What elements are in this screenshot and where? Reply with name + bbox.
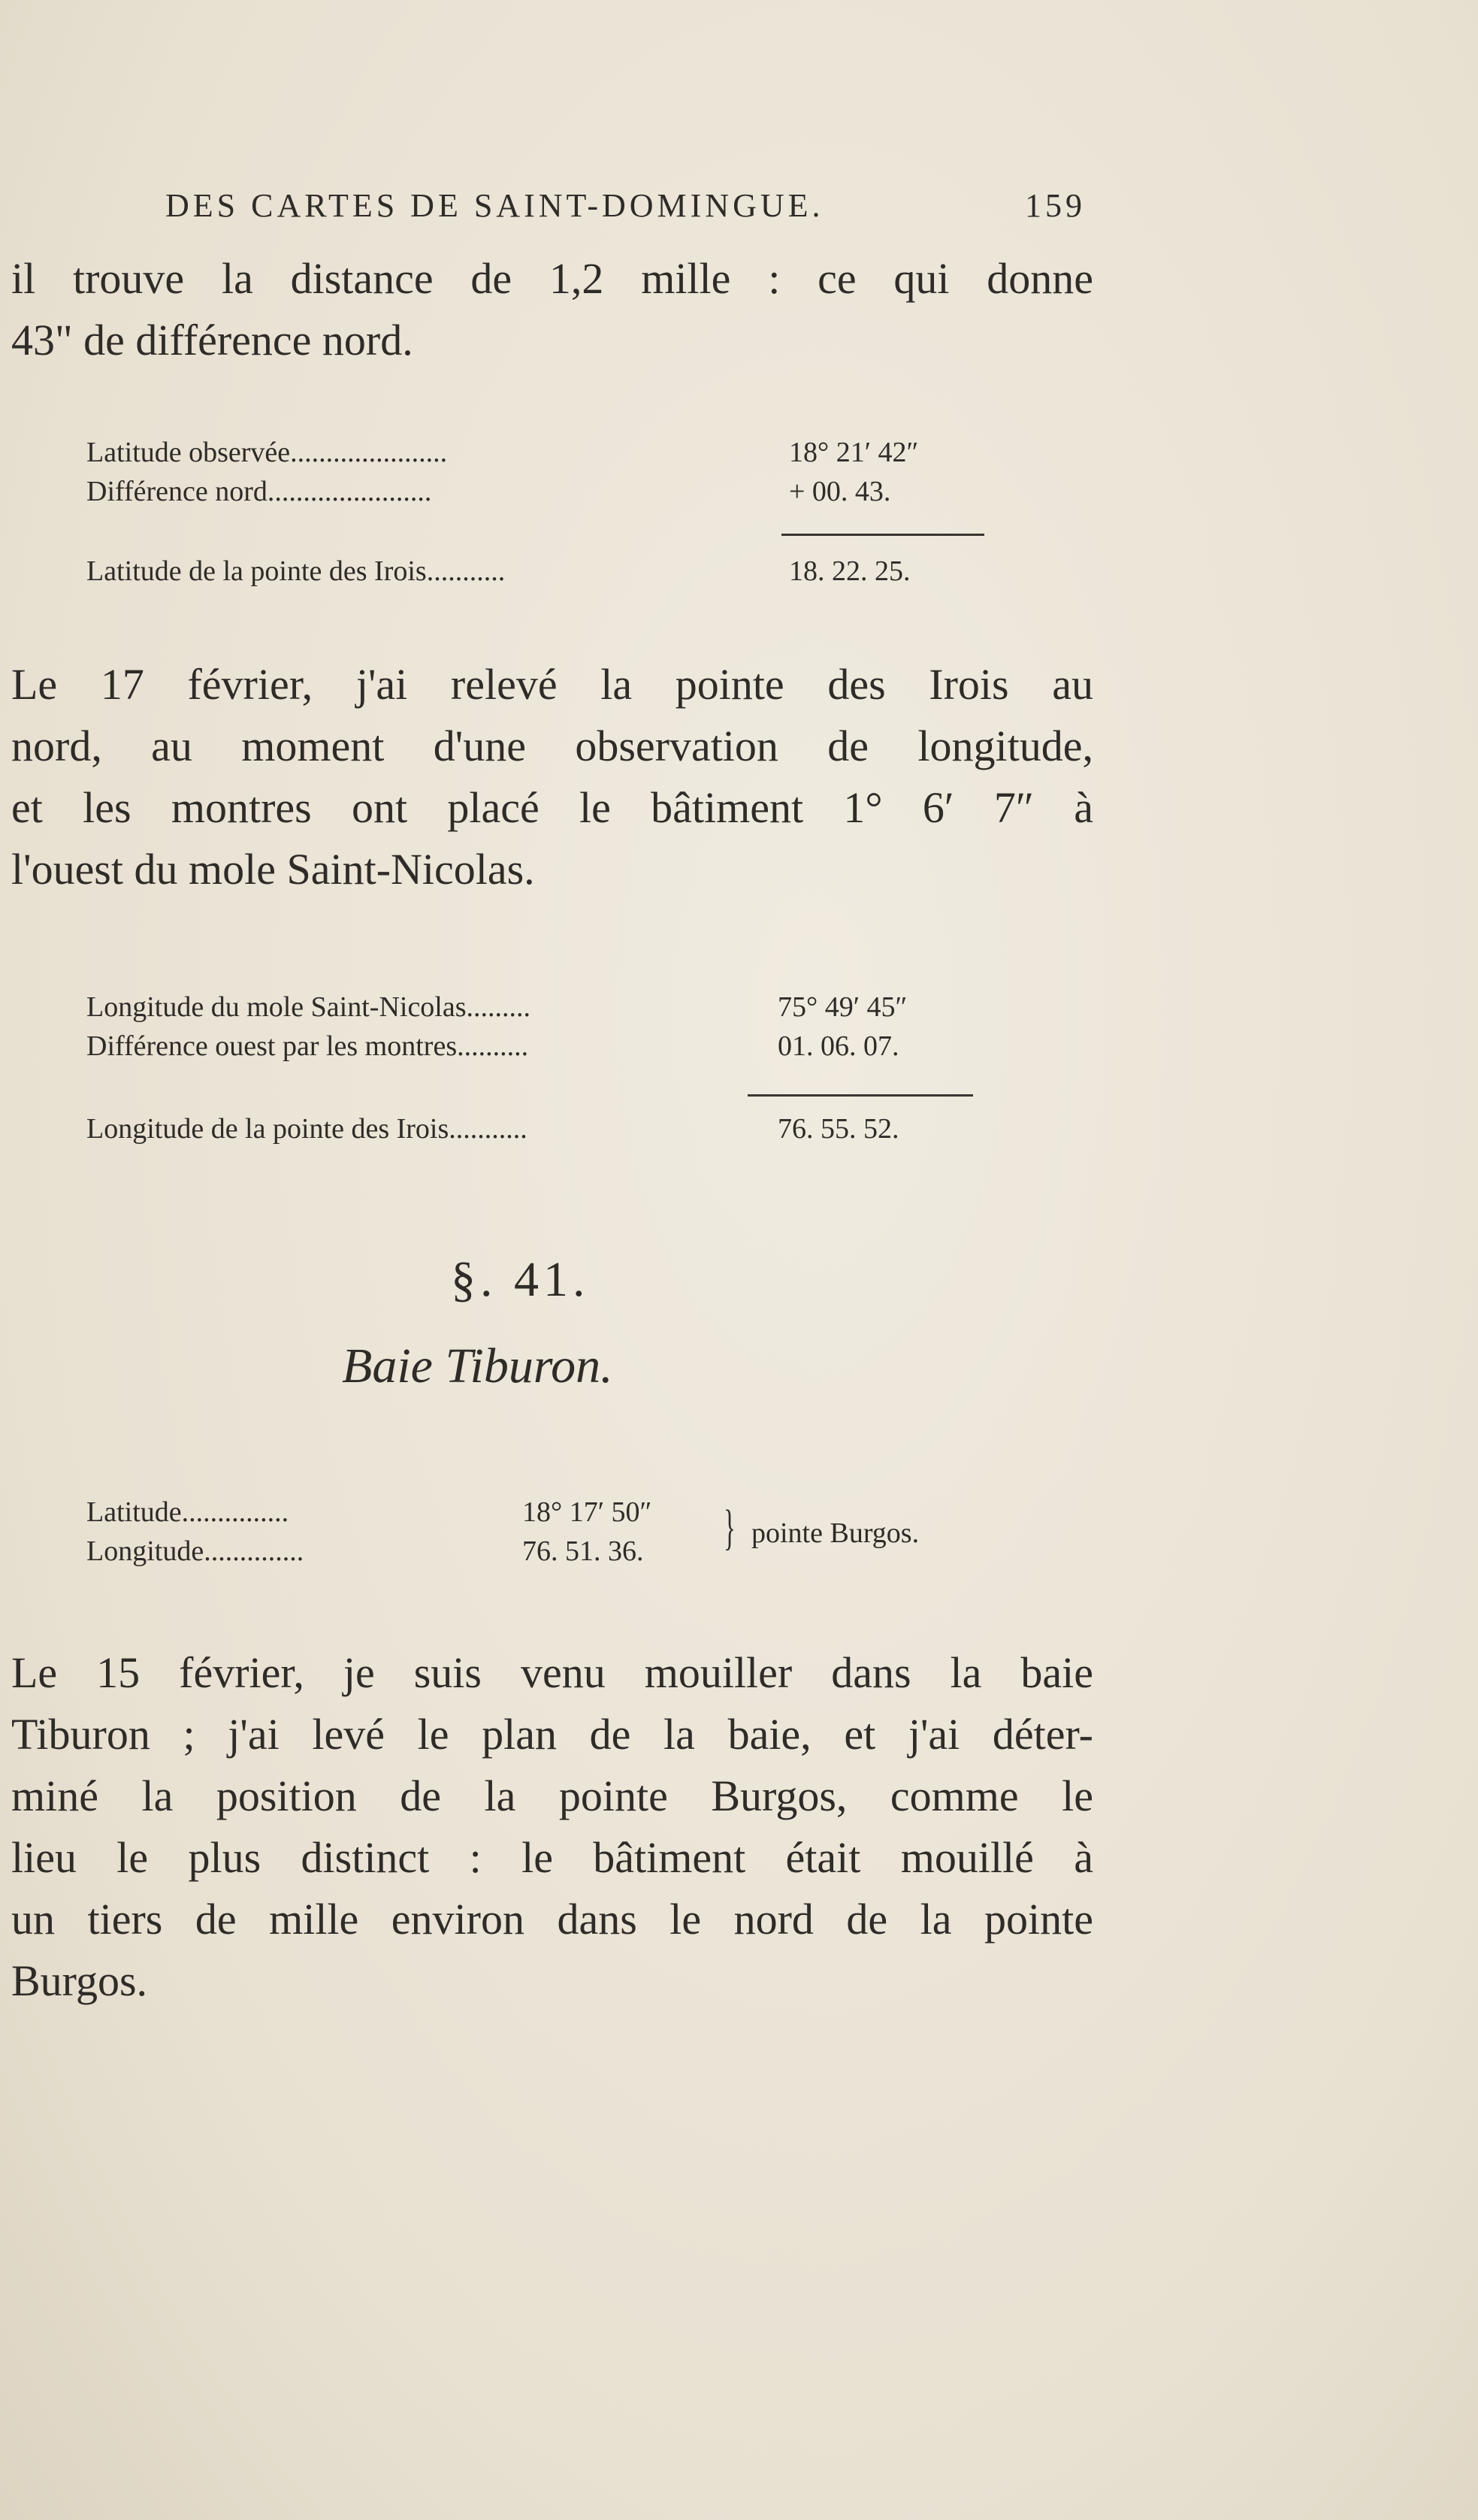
table-row	[86, 1030, 981, 1067]
text-line: 43" de différence nord.	[11, 316, 413, 365]
row-label: Longitude du mole Saint-Nicolas.........	[86, 991, 531, 1023]
text-line: Burgos.	[11, 1956, 148, 2005]
running-title: DES CARTES DE SAINT-DOMINGUE.	[165, 187, 824, 224]
table-row	[86, 436, 981, 473]
table-row	[86, 475, 981, 513]
row-value: 18° 21′ 42″	[789, 437, 919, 468]
text-line: Tiburon ; j'ai levé le plan de la baie, et j'ai déter-	[11, 1710, 1093, 1759]
row-value: 18. 22. 25.	[789, 555, 911, 587]
sum-rule	[781, 534, 984, 536]
text-line: un tiers de mille environ dans le nord de la pointe	[11, 1895, 1093, 1944]
paragraph-distance	[11, 248, 1093, 371]
section-number: §. 41.	[451, 1252, 590, 1307]
paragraph-observation	[11, 654, 1093, 900]
text-line: miné la position de la pointe Burgos, comme le	[11, 1771, 1093, 1820]
table-row	[86, 555, 981, 592]
row-label: Latitude observée......................	[86, 437, 448, 468]
text-line: et les montres ont placé le bâtiment 1° 6′ 7″ à	[11, 783, 1093, 832]
table-row	[86, 1112, 981, 1150]
row-value: 76. 51. 36.	[522, 1535, 644, 1567]
paragraph-tiburon	[11, 1642, 1093, 2012]
row-value: 76. 55. 52.	[778, 1113, 899, 1145]
text-line: Le 15 février, je suis venu mouiller dans la baie	[11, 1648, 1093, 1697]
page-number: 159	[1025, 187, 1086, 224]
row-label: Différence ouest par les montres..........	[86, 1030, 529, 1062]
table-row	[86, 991, 981, 1028]
text-line: Le 17 février, j'ai relevé la pointe des Irois au	[11, 660, 1093, 709]
position-note: pointe Burgos.	[751, 1517, 920, 1549]
row-value: 75° 49′ 45″	[778, 991, 908, 1023]
brace-icon: }	[724, 1500, 736, 1555]
row-value: 01. 06. 07.	[778, 1030, 899, 1062]
row-value: 18° 17′ 50″	[522, 1496, 652, 1528]
row-label: Longitude de la pointe des Irois...........	[86, 1113, 527, 1145]
row-label: Latitude...............	[86, 1496, 289, 1528]
section-title: Baie Tiburon.	[342, 1339, 613, 1393]
sum-rule	[748, 1094, 973, 1097]
row-label: Différence nord.......................	[86, 476, 432, 507]
row-label: Latitude de la pointe des Irois...........	[86, 555, 506, 587]
running-head	[165, 186, 1086, 239]
row-value: + 00. 43.	[789, 476, 891, 507]
text-line: nord, au moment d'une observation de longitude,	[11, 722, 1093, 770]
text-line: l'ouest du mole Saint-Nicolas.	[11, 845, 535, 894]
text-line: lieu le plus distinct : le bâtiment était mouillé à	[11, 1833, 1093, 1882]
row-label: Longitude..............	[86, 1535, 304, 1567]
text-line: il trouve la distance de 1,2 mille : ce qui donne	[11, 254, 1093, 303]
